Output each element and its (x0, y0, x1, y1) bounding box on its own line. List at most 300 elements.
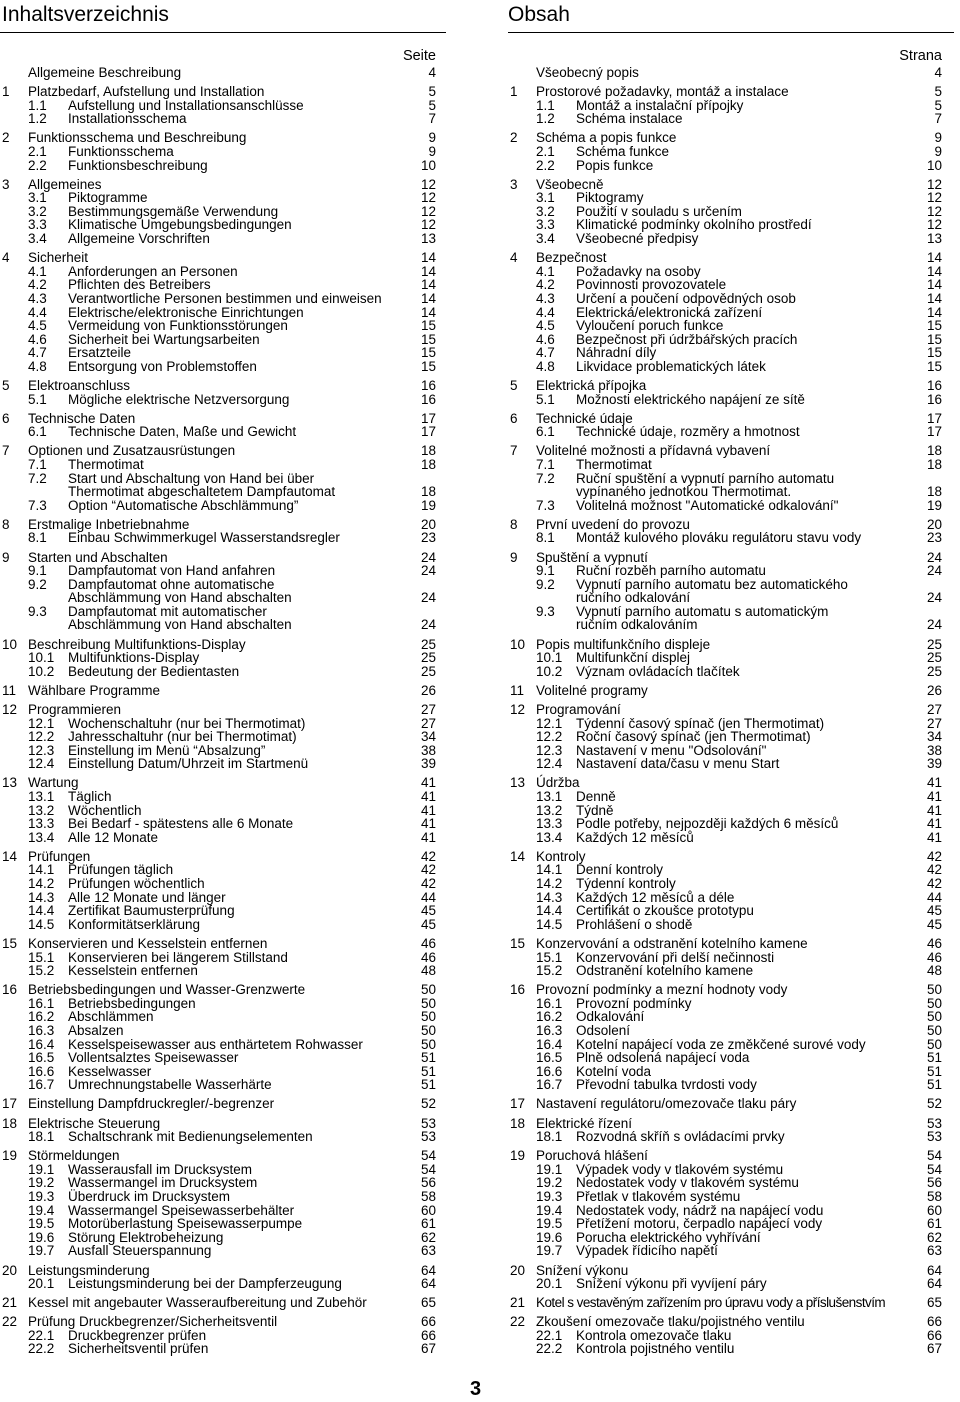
toc-entry[interactable] (508, 983, 954, 997)
toc-entry[interactable] (0, 578, 446, 592)
entry-number: 19.6 (28, 1229, 55, 1245)
toc-entry[interactable] (508, 499, 954, 513)
entry-title: Vyloučení poruch funkce (576, 318, 724, 334)
entry-number: 3 (2, 176, 10, 192)
toc-entry[interactable] (0, 850, 446, 864)
toc-entry[interactable] (508, 564, 954, 578)
entry-title: Funktionsschema und Beschreibung (28, 130, 247, 146)
toc-entry[interactable] (508, 1038, 954, 1052)
toc-entry[interactable] (0, 1315, 446, 1329)
entry-page: 54 (926, 1148, 942, 1164)
toc-entry[interactable] (0, 1277, 446, 1291)
toc-entry[interactable] (0, 145, 446, 159)
entry-page: 17 (420, 410, 436, 426)
entry-number: 16.2 (28, 1009, 55, 1025)
toc-entry[interactable] (508, 131, 954, 145)
entry-title: Konservieren bei längerem Stillstand (68, 949, 288, 965)
entry-title: Konzervování a odstranění kotelního kamene (536, 935, 808, 951)
entry-number: 1.1 (28, 97, 47, 113)
entry-title: Roční časový spínač (jen Thermotimat) (576, 729, 811, 745)
entry-title: Druckbegrenzer prüfen (68, 1327, 207, 1343)
entry-page: 14 (420, 290, 436, 306)
entry-number: 1.2 (536, 111, 555, 127)
toc-entry[interactable] (0, 757, 446, 771)
toc-entry[interactable] (508, 444, 954, 458)
toc-entry[interactable] (508, 145, 954, 159)
entry-page: 44 (926, 889, 942, 905)
entry-number: 4.2 (536, 277, 555, 293)
toc-entry[interactable] (508, 1024, 954, 1038)
entry-number: 13.4 (536, 829, 563, 845)
toc-entry[interactable] (508, 1130, 954, 1144)
toc-entry[interactable] (0, 730, 446, 744)
toc-entry[interactable] (508, 319, 954, 333)
entry-number: 15.1 (28, 949, 55, 965)
toc-entry[interactable] (508, 891, 954, 905)
toc-entry[interactable] (508, 1149, 954, 1163)
toc-entry[interactable] (508, 1342, 954, 1356)
toc-entry[interactable] (0, 379, 446, 393)
toc-entry[interactable] (0, 1217, 446, 1231)
toc-entry[interactable] (0, 904, 446, 918)
toc-entry[interactable] (0, 1130, 446, 1144)
toc-entry[interactable] (0, 1038, 446, 1052)
entry-number: 10.1 (28, 650, 55, 666)
toc-entry[interactable] (508, 1078, 954, 1092)
toc-entry[interactable] (0, 159, 446, 173)
entry-title: Kotelní voda (576, 1063, 652, 1079)
entry-number: 19.7 (28, 1243, 55, 1259)
entry-number: 16.6 (536, 1063, 563, 1079)
toc-entry[interactable] (508, 730, 954, 744)
toc-entry[interactable] (0, 551, 446, 565)
entry-page: 41 (420, 789, 436, 804)
toc-entry[interactable] (0, 178, 446, 192)
entry-page: 34 (420, 729, 436, 745)
toc-entry[interactable] (508, 638, 954, 652)
entry-title: Prohlášení o shodě (576, 916, 693, 932)
entry-page: 50 (420, 1009, 436, 1025)
toc-entry[interactable] (508, 1117, 954, 1131)
entry-page: 18 (420, 484, 436, 500)
toc-entry[interactable] (508, 744, 954, 758)
toc-entry[interactable] (0, 1117, 446, 1131)
toc-entry[interactable] (508, 831, 954, 845)
toc-entry[interactable] (508, 1176, 954, 1190)
toc-entry[interactable] (0, 1149, 446, 1163)
toc-entry[interactable] (0, 191, 446, 205)
toc-entry[interactable] (508, 665, 954, 679)
entry-page: 15 (926, 345, 942, 361)
toc-entry[interactable] (508, 191, 954, 205)
entry-page: 15 (926, 318, 942, 334)
entry-title: Technické údaje (536, 410, 633, 426)
toc-entry[interactable] (508, 904, 954, 918)
entry-title: Technische Daten (28, 410, 136, 426)
entry-number: 2.2 (28, 157, 47, 173)
entry-page: 5 (428, 84, 436, 100)
entry-page: 66 (926, 1314, 942, 1330)
toc-entry[interactable] (0, 218, 446, 232)
toc-entry[interactable] (508, 703, 954, 717)
entry-page: 17 (420, 424, 436, 440)
entry-page: 61 (926, 1216, 942, 1232)
entry-title: Kotelní napájecí voda ze změkčené surové vody (576, 1036, 866, 1052)
toc-entry[interactable] (0, 1204, 446, 1218)
entry-page: 41 (926, 802, 942, 818)
entry-title: Dampfautomat ohne automatische (68, 576, 275, 592)
toc-entry[interactable] (0, 684, 446, 698)
toc-entry[interactable] (0, 831, 446, 845)
entry-number: 4.1 (536, 263, 555, 279)
toc-entry[interactable] (0, 638, 446, 652)
toc-entry[interactable] (508, 85, 954, 99)
entry-title: Dampfautomat mit automatischer (68, 603, 267, 619)
entry-title: Denní kontroly (576, 862, 664, 878)
entry-title: Motorüberlastung Speisewasserpumpe (68, 1216, 303, 1232)
entry-number: 2.1 (28, 143, 47, 159)
toc-entry[interactable] (0, 66, 446, 80)
toc-entry[interactable] (0, 278, 446, 292)
entry-page: 24 (926, 590, 942, 606)
toc-entry[interactable] (508, 776, 954, 790)
toc-entry[interactable] (508, 292, 954, 306)
entry-title: Funktionsschema (68, 143, 174, 159)
toc-entry[interactable] (508, 618, 954, 632)
toc-entry[interactable] (0, 1329, 446, 1343)
toc-entry[interactable] (0, 265, 446, 279)
toc-entry[interactable] (508, 951, 954, 965)
entry-number: 14.5 (28, 916, 55, 932)
toc-entry[interactable] (508, 112, 954, 126)
toc-entry[interactable] (508, 393, 954, 407)
toc-entry[interactable] (508, 265, 954, 279)
toc-entry[interactable] (0, 306, 446, 320)
toc-entry[interactable] (0, 1231, 446, 1245)
toc-entry[interactable] (508, 1277, 954, 1291)
entry-title: Beschreibung Multifunktions-Display (28, 636, 246, 652)
toc-entry[interactable] (508, 425, 954, 439)
toc-entry[interactable] (0, 891, 446, 905)
toc-entry[interactable] (508, 178, 954, 192)
toc-entry[interactable] (508, 232, 954, 246)
toc-entry[interactable] (0, 790, 446, 804)
entry-number: 8 (2, 516, 10, 532)
toc-entry[interactable] (508, 99, 954, 113)
toc-entry[interactable] (0, 458, 446, 472)
entry-title: Bezpečnost (536, 250, 607, 266)
toc-entry[interactable] (508, 1010, 954, 1024)
entry-number: 19.1 (536, 1161, 563, 1177)
toc-entry[interactable] (508, 651, 954, 665)
toc-entry[interactable] (0, 1065, 446, 1079)
toc-entry[interactable] (508, 1244, 954, 1258)
toc-entry[interactable] (508, 278, 954, 292)
toc-entry[interactable] (508, 1217, 954, 1231)
toc-entry[interactable] (0, 997, 446, 1011)
entry-number: 8.1 (28, 530, 47, 546)
entry-number: 9.2 (28, 576, 47, 592)
toc-entry[interactable] (508, 1097, 954, 1111)
entry-number: 4.4 (536, 304, 555, 320)
entry-number: 3.2 (28, 203, 47, 219)
entry-title: Thermotimat (68, 456, 144, 472)
toc-entry[interactable] (0, 1244, 446, 1258)
toc-entry[interactable] (0, 232, 446, 246)
entry-title: Klimatické podmínky okolního prostředí (576, 217, 812, 233)
entry-page: 5 (934, 84, 942, 100)
entry-number: 20 (2, 1262, 18, 1278)
entry-number: 11 (510, 682, 525, 698)
entry-number: 10 (510, 636, 526, 652)
entry-number: 2 (2, 130, 10, 146)
toc-entry[interactable] (0, 804, 446, 818)
toc-entry[interactable] (0, 531, 446, 545)
toc-entry[interactable] (508, 205, 954, 219)
toc-entry[interactable] (0, 131, 446, 145)
toc-entry[interactable] (0, 703, 446, 717)
toc-entry[interactable] (508, 346, 954, 360)
toc-entry[interactable] (0, 1342, 446, 1356)
entry-number: 14.3 (28, 889, 55, 905)
entry-title: Kesselwasser (68, 1063, 152, 1079)
toc-entry[interactable] (0, 205, 446, 219)
entry-page: 53 (926, 1129, 942, 1145)
toc-entry[interactable] (508, 518, 954, 532)
toc-entry[interactable] (508, 1204, 954, 1218)
entry-number: 12 (2, 701, 18, 717)
toc-entry[interactable] (508, 333, 954, 347)
toc-entry[interactable] (0, 1078, 446, 1092)
toc-entry[interactable] (508, 551, 954, 565)
toc-entry[interactable] (0, 360, 446, 374)
toc-entry[interactable] (508, 1296, 954, 1310)
entry-number: 19.2 (28, 1175, 55, 1191)
toc-entry[interactable] (0, 393, 446, 407)
toc-entry[interactable] (508, 1231, 954, 1245)
toc-entry[interactable] (508, 1190, 954, 1204)
toc-entry[interactable] (0, 1163, 446, 1177)
entry-title: Určení a poučení odpovědných osob (576, 290, 796, 306)
entry-page: 15 (420, 358, 436, 374)
toc-entry[interactable] (0, 485, 446, 499)
entry-title: Ausfall Steuerspannung (68, 1243, 212, 1259)
toc-entry[interactable] (0, 918, 446, 932)
page-number: 3 (470, 1378, 482, 1400)
toc-entry[interactable] (0, 564, 446, 578)
entry-number: 20.1 (28, 1276, 55, 1292)
entry-page: 45 (420, 903, 436, 919)
entry-number: 13 (510, 775, 526, 791)
entry-number: 5 (510, 377, 518, 393)
toc-entry[interactable] (508, 591, 954, 605)
toc-entry[interactable] (508, 918, 954, 932)
entry-title: Prüfungen (28, 848, 91, 864)
entry-page: 50 (420, 1023, 436, 1038)
entry-number: 7.3 (28, 497, 47, 513)
toc-entry[interactable] (0, 1024, 446, 1038)
toc-title: Inhaltsverzeichnis (2, 3, 169, 26)
toc-entry[interactable] (0, 817, 446, 831)
entry-number: 19.3 (28, 1189, 55, 1205)
entry-page: 23 (926, 530, 942, 546)
entry-title: Entsorgung von Problemstoffen (68, 358, 257, 374)
entry-page: 15 (420, 331, 436, 347)
entry-page: 5 (428, 97, 436, 113)
toc-entry[interactable] (508, 458, 954, 472)
toc-entry[interactable] (0, 499, 446, 513)
toc-entry[interactable] (0, 776, 446, 790)
entry-number: 9.3 (536, 603, 555, 619)
entry-title: Popis funkce (576, 157, 654, 173)
toc-entry[interactable] (0, 292, 446, 306)
toc-entry[interactable] (0, 346, 446, 360)
toc-entry[interactable] (0, 99, 446, 113)
entry-title: Leistungsminderung bei der Dampferzeugung (68, 1276, 342, 1292)
toc-entry[interactable] (508, 877, 954, 891)
toc-entry[interactable] (508, 66, 954, 80)
entry-title: Elektrická přípojka (536, 377, 647, 393)
toc-entry[interactable] (0, 937, 446, 951)
toc-entry[interactable] (0, 1010, 446, 1024)
toc-entry[interactable] (508, 863, 954, 877)
entry-title: Schéma funkce (576, 143, 670, 159)
toc-entry[interactable] (508, 937, 954, 951)
entry-page: 46 (926, 935, 942, 951)
toc-entry[interactable] (508, 757, 954, 771)
entry-title: Snížení výkonu při vyvíjení páry (576, 1276, 767, 1292)
toc-entry[interactable] (508, 412, 954, 426)
toc-entry[interactable] (508, 964, 954, 978)
toc-entry[interactable] (508, 850, 954, 864)
toc-entry[interactable] (508, 790, 954, 804)
toc-entry[interactable] (508, 605, 954, 619)
entry-page: 56 (420, 1175, 436, 1191)
entry-title: Thermotimat (576, 456, 652, 472)
toc-entry[interactable] (508, 578, 954, 592)
entry-title: Vypnutí parního automatu bez automatického (576, 576, 848, 592)
entry-number: 19.6 (536, 1229, 563, 1245)
entry-page: 20 (926, 516, 942, 532)
toc-entry[interactable] (0, 951, 446, 965)
toc-entry[interactable] (508, 1329, 954, 1343)
toc-entry[interactable] (508, 472, 954, 486)
entry-page: 14 (420, 277, 436, 293)
toc-entry[interactable] (0, 425, 446, 439)
entry-number: 4.8 (28, 358, 47, 374)
entry-number: 14.2 (28, 876, 55, 892)
toc-entry[interactable] (0, 1051, 446, 1065)
toc-entry[interactable] (508, 1065, 954, 1079)
toc-entry[interactable] (508, 1163, 954, 1177)
toc-entry[interactable] (0, 1190, 446, 1204)
entry-number: 16.3 (28, 1023, 55, 1038)
toc-entry[interactable] (508, 1315, 954, 1329)
toc-entry[interactable] (508, 218, 954, 232)
toc-entry[interactable] (0, 618, 446, 632)
toc-entry[interactable] (0, 964, 446, 978)
toc-entry[interactable] (0, 333, 446, 347)
entry-number: 12.1 (536, 715, 563, 731)
toc-entry[interactable] (0, 651, 446, 665)
entry-number: 12.3 (28, 742, 55, 758)
entry-title: Alle 12 Monate (68, 829, 159, 845)
toc-entry[interactable] (508, 360, 954, 374)
toc-entry[interactable] (0, 112, 446, 126)
toc-entry[interactable] (508, 717, 954, 731)
toc-entry[interactable] (0, 1296, 446, 1310)
toc-entry[interactable] (0, 472, 446, 486)
entry-page: 58 (926, 1189, 942, 1205)
toc-entry[interactable] (508, 684, 954, 698)
entry-title: ručním odkalováním (576, 617, 698, 633)
toc-entry[interactable] (0, 877, 446, 891)
entry-page: 45 (926, 916, 942, 932)
toc-entry[interactable] (508, 306, 954, 320)
toc-entry[interactable] (0, 1264, 446, 1278)
toc-entry[interactable] (0, 1176, 446, 1190)
toc-entry[interactable] (0, 412, 446, 426)
toc-entry[interactable] (508, 804, 954, 818)
entry-title: Schaltschrank mit Bedienungselementen (68, 1129, 313, 1145)
entry-page: 56 (926, 1175, 942, 1191)
entry-number: 10.1 (536, 650, 563, 666)
toc-entry[interactable] (508, 997, 954, 1011)
entry-title: Týdně (576, 802, 614, 818)
toc-entry[interactable] (0, 444, 446, 458)
toc-entry[interactable] (508, 159, 954, 173)
entry-title: Anforderungen an Personen (68, 263, 238, 279)
toc-entry[interactable] (508, 1051, 954, 1065)
entry-title: Absalzen (68, 1023, 124, 1038)
entry-page: 18 (420, 443, 436, 459)
entry-title: Aufstellung und Installationsanschlüsse (68, 97, 304, 113)
entry-number: 16.6 (28, 1063, 55, 1079)
entry-page: 41 (926, 829, 942, 845)
entry-page: 58 (420, 1189, 436, 1205)
entry-number: 12.2 (536, 729, 563, 745)
toc-entry[interactable] (0, 983, 446, 997)
toc-entry[interactable] (0, 863, 446, 877)
entry-number: 10.2 (536, 663, 563, 679)
toc-entry[interactable] (508, 1264, 954, 1278)
toc-entry[interactable] (508, 251, 954, 265)
toc-entry[interactable] (0, 518, 446, 532)
toc-entry[interactable] (0, 319, 446, 333)
entry-page: 42 (420, 848, 436, 864)
toc-entry[interactable] (508, 379, 954, 393)
entry-page: 15 (420, 318, 436, 334)
toc-entry[interactable] (0, 605, 446, 619)
entry-title: vypínaného jednotkou Thermotimat. (576, 484, 792, 500)
entry-page: 14 (926, 290, 942, 306)
toc-entry[interactable] (0, 591, 446, 605)
toc-entry[interactable] (0, 1097, 446, 1111)
entry-page: 9 (428, 143, 436, 159)
toc-entry[interactable] (0, 251, 446, 265)
toc-entry[interactable] (0, 717, 446, 731)
entry-title: Start und Abschaltung von Hand bei über (68, 470, 315, 486)
toc-entry[interactable] (0, 665, 446, 679)
entry-number: 18.1 (28, 1129, 55, 1145)
toc-entry[interactable] (508, 817, 954, 831)
toc-entry[interactable] (508, 531, 954, 545)
entry-page: 41 (420, 802, 436, 818)
toc-entry[interactable] (0, 744, 446, 758)
toc-entry[interactable] (0, 85, 446, 99)
entry-page: 24 (420, 617, 436, 633)
toc-entry[interactable] (508, 485, 954, 499)
